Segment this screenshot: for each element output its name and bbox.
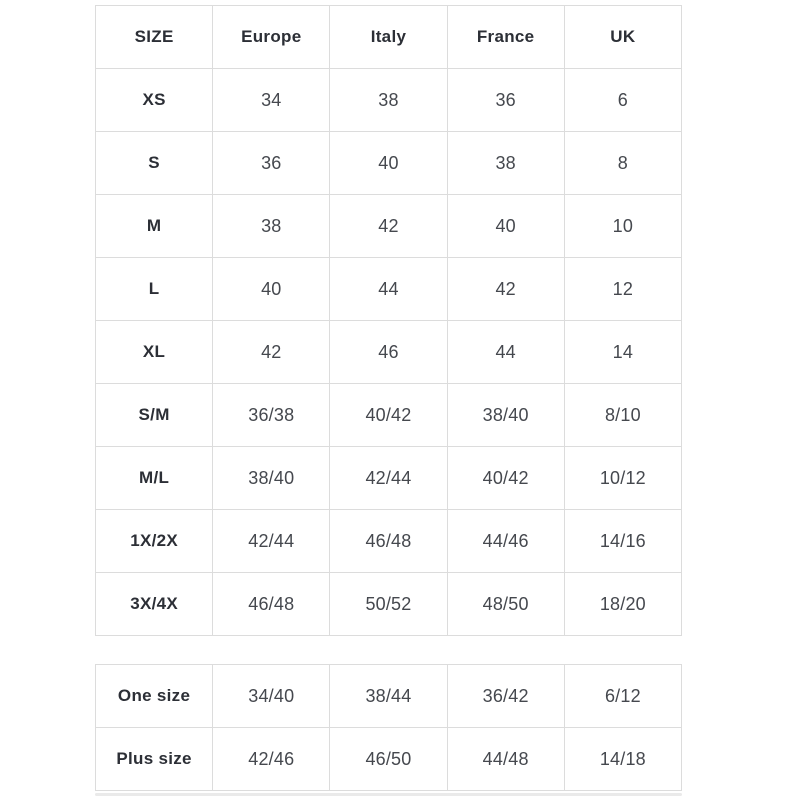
row-label-cell: S/M <box>96 384 213 447</box>
data-cell: 42 <box>330 195 447 258</box>
row-label-cell: One size <box>96 665 213 728</box>
table-row <box>96 573 682 636</box>
data-cell: 44 <box>330 258 447 321</box>
column-header: UK <box>564 6 681 69</box>
table-row <box>96 195 682 258</box>
data-cell: 40 <box>447 195 564 258</box>
row-label-cell: 1X/2X <box>96 510 213 573</box>
data-cell: 14 <box>564 321 681 384</box>
table-row <box>96 321 682 384</box>
data-cell: 36/38 <box>213 384 330 447</box>
data-cell: 12 <box>564 258 681 321</box>
data-cell: 42 <box>213 321 330 384</box>
table-row <box>96 69 682 132</box>
data-cell: 18/20 <box>564 573 681 636</box>
data-cell: 40/42 <box>330 384 447 447</box>
data-cell: 48/50 <box>447 573 564 636</box>
data-cell: 42 <box>447 258 564 321</box>
data-cell: 42/44 <box>213 510 330 573</box>
data-cell: 44/48 <box>447 728 564 791</box>
size-conversion-section <box>95 5 682 796</box>
row-label-cell: S <box>96 132 213 195</box>
data-cell: 6 <box>564 69 681 132</box>
table-row <box>96 510 682 573</box>
data-cell: 46/50 <box>330 728 447 791</box>
size-chart-body <box>96 69 682 636</box>
data-cell: 14/18 <box>564 728 681 791</box>
column-header: Italy <box>330 6 447 69</box>
data-cell: 42/44 <box>330 447 447 510</box>
row-label-cell: 3X/4X <box>96 573 213 636</box>
data-cell: 44/46 <box>447 510 564 573</box>
bottom-shadow-line <box>95 793 682 796</box>
row-label-cell: XL <box>96 321 213 384</box>
data-cell: 46/48 <box>213 573 330 636</box>
data-cell: 36 <box>447 69 564 132</box>
row-label-cell: Plus size <box>96 728 213 791</box>
column-header: France <box>447 6 564 69</box>
data-cell: 34 <box>213 69 330 132</box>
table-row <box>96 665 682 728</box>
data-cell: 38/40 <box>447 384 564 447</box>
row-label-cell: L <box>96 258 213 321</box>
data-cell: 10/12 <box>564 447 681 510</box>
table-row <box>96 447 682 510</box>
data-cell: 40 <box>330 132 447 195</box>
data-cell: 38 <box>330 69 447 132</box>
table-row <box>96 132 682 195</box>
row-label-cell: M <box>96 195 213 258</box>
data-cell: 44 <box>447 321 564 384</box>
column-header: Europe <box>213 6 330 69</box>
size-chart-header <box>96 6 682 69</box>
data-cell: 36 <box>213 132 330 195</box>
data-cell: 50/52 <box>330 573 447 636</box>
data-cell: 6/12 <box>564 665 681 728</box>
column-header: SIZE <box>96 6 213 69</box>
data-cell: 10 <box>564 195 681 258</box>
special-sizes-body <box>96 665 682 791</box>
data-cell: 14/16 <box>564 510 681 573</box>
data-cell: 38/44 <box>330 665 447 728</box>
header-row <box>96 6 682 69</box>
row-label-cell: XS <box>96 69 213 132</box>
data-cell: 38 <box>213 195 330 258</box>
data-cell: 34/40 <box>213 665 330 728</box>
data-cell: 8 <box>564 132 681 195</box>
data-cell: 36/42 <box>447 665 564 728</box>
table-row <box>96 384 682 447</box>
size-chart-table <box>95 5 682 636</box>
data-cell: 40/42 <box>447 447 564 510</box>
data-cell: 40 <box>213 258 330 321</box>
data-cell: 46 <box>330 321 447 384</box>
data-cell: 38/40 <box>213 447 330 510</box>
special-sizes-table <box>95 664 682 791</box>
data-cell: 38 <box>447 132 564 195</box>
data-cell: 42/46 <box>213 728 330 791</box>
data-cell: 8/10 <box>564 384 681 447</box>
data-cell: 46/48 <box>330 510 447 573</box>
table-row <box>96 258 682 321</box>
row-label-cell: M/L <box>96 447 213 510</box>
table-row <box>96 728 682 791</box>
